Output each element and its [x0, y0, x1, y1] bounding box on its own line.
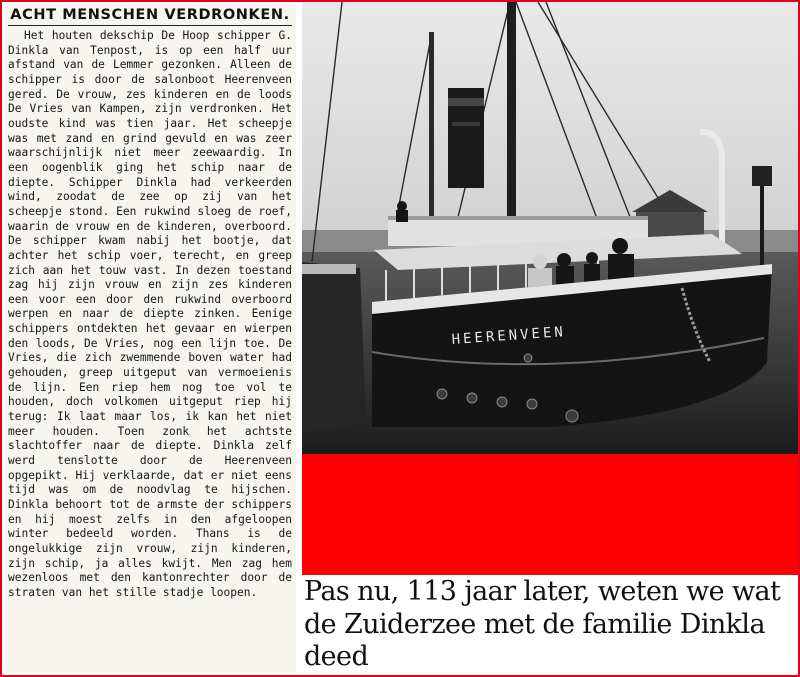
hull-ship-name: HEERENVEEN [451, 324, 567, 348]
red-accent-band [302, 454, 798, 575]
steamboat-photo [302, 2, 798, 454]
steamboat-illustration [302, 2, 798, 454]
newspaper-clipping [4, 4, 296, 672]
clipping-paragraph: Het houten dekschip De Hoop schipper G. Dinkla van Tenpost, is op een half uur afstand van de Lemmer gezonken. Alleen de schipper is door de salonboot Heerenveen gered. De vrouw, zes kinderen en de loods De Vries van Kampen, zijn verdronken. Het oudste kind was tien jaar. Het scheepje was met zand en grind gevuld en was zeer waarschijnlijk niet meer zeewaardig. In een oogenblik ging het schip naar de diepte. Schipper Dinkla had verkeerden wind, zoodat de zee op zij van het scheepje stond. Een rukwind sloeg de roef, waarin de vrouw en de kinderen, overboord. De schipper kwam nabij het bootje, dat achter het schip voer, terecht, en greep zich aan het touw vast. In dezen toestand zag hij zijn vrouw en zijn zes kinderen een voor een door den rukwind overboord werpen en naar de diepte zinken. Eenige schippers ontdekten het gevaar en wierpen den loods, De Vries, nog een lijn toe. De Vries, die zich zwemmende boven water had gehouden, greep uitgeput van vermoeienis de lijn. Een riep hem nog toe vol te houden, doch volkomen uitgeput riep hij terug: Ik laat maar los, ik kan het niet meer houden. Toen zonk het achtste slachtoffer naar de diepte. Dinkla zelf werd tenslotte door de Heerenveen opgepikt. Hij verklaarde, dat er niet eens tijd was om de noodvlag te hijschen. Dinkla behoort tot de armste der schippers en hij moest zelfs in den afgeloopen winter bedeeld worden. Thans is de ongelukkige zijn vrouw, zijn kinderen, zijn schip, ja alles kwijt. Men zag hem wezenloos met den kantonrechter door de straten van het stille stadje loopen. [8, 29, 292, 599]
clipping-rule [8, 25, 292, 26]
clipping-body [8, 29, 292, 601]
clipping-title: ACHT MENSCHEN VERDRONKEN. [10, 7, 290, 23]
article-headline: Pas nu, 113 jaar later, weten we wat de Zuiderzee met de familie Dinkla deed [304, 576, 781, 672]
